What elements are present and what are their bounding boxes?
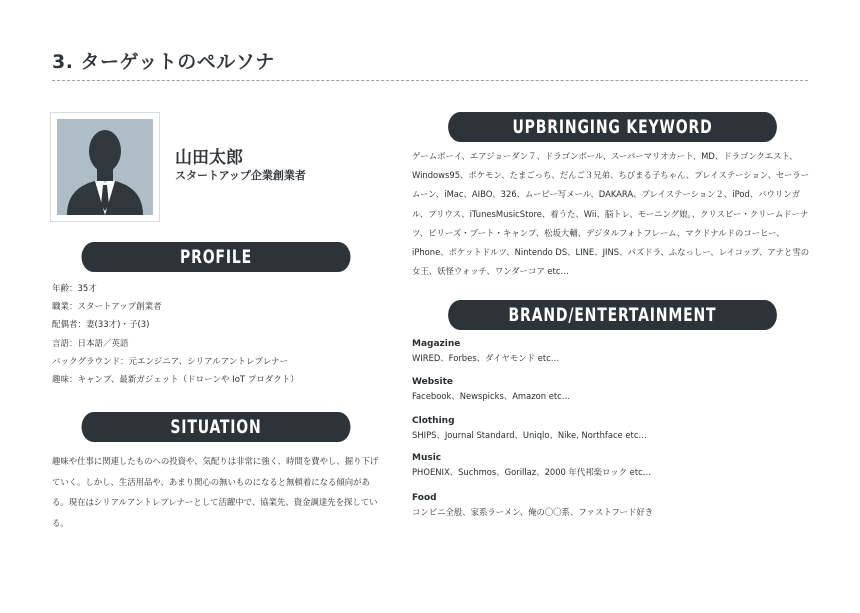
profile-item-age: 年齢：35才 <box>52 284 97 294</box>
profile-item-family: 配偶者：妻(33才)・子(3) <box>52 320 150 331</box>
brand-label: Clothing <box>412 416 455 426</box>
dashed-divider <box>52 80 808 81</box>
profile-heading: PROFILE <box>82 242 351 272</box>
profile-item-background: バックグラウンド：元エンジニア、シリアルアントレプレナー <box>52 356 289 367</box>
profile-item-language: 言語：日本語／英語 <box>52 338 129 349</box>
avatar-photo <box>57 119 153 215</box>
brand-value: SHIPS、Journal Standard、Uniqlo、Nike, Northface etc… <box>412 430 647 440</box>
brand-label: Website <box>412 377 454 387</box>
brand-group-food <box>412 492 812 519</box>
brand-group-music <box>412 452 812 479</box>
profile-item-occupation: 職業：スタートアップ創業者 <box>52 302 162 313</box>
brand-value: コンビニ全般、家系ラーメン、俺の〇〇系、ファストフード好き <box>412 507 654 517</box>
brand-value: WIRED、Forbes、ダイヤモンド etc… <box>412 353 560 363</box>
brand-label: Music <box>412 453 442 463</box>
upbringing-heading: UPBRINGING KEYWORD <box>448 112 777 142</box>
brand-group-magazine <box>412 338 812 365</box>
situation-heading: SITUATION <box>82 412 351 442</box>
profile-item-hobby: 趣味：キャンプ、最新ガジェット（ドローンや IoT プロダクト） <box>52 375 299 386</box>
brand-group-website <box>412 376 812 403</box>
profile-list <box>52 280 382 389</box>
brand-heading: BRAND/ENTERTAINMENT <box>448 300 777 330</box>
persona-role: スタートアップ企業創業者 <box>175 169 306 182</box>
avatar <box>50 112 160 222</box>
brand-label: Food <box>412 493 437 503</box>
brand-value: PHOENIX、Suchmos、Gorillaz、2000 年代邦楽ロック etc… <box>412 467 652 477</box>
brand-value: Facebook、Newspicks、Amazon etc… <box>412 391 571 401</box>
persona-name: 山田太郎 <box>175 148 243 168</box>
brand-group-clothing <box>412 415 812 442</box>
page-title: 3. ターゲットのペルソナ <box>52 51 275 73</box>
brand-label: Magazine <box>412 339 461 349</box>
person-silhouette-icon <box>57 119 153 215</box>
situation-text: 趣味や仕事に関連したものへの投資や、気配りは非常に強く、時間を費やし、掘り下げていく。しかし、生活用品や、あまり関心の無いものになると無頓着になる傾向がある。現在はシリアルアントレプレナーとして活躍中で、協業先、資金調達先を探している。 <box>52 456 379 528</box>
upbringing-keywords: ゲームボーイ、エアジョーダン７、ドラゴンボール、スーパーマリオカート、MD、ドラゴンクエスト、Windows95、ポケモン、たまごっち、だんご３兄弟、ちびまる子ちゃん、プレイステーション、セーラームーン、iMac、AIBO、326、ムービー写メール、DAKARA、プレイステーション２、iPod、バウリンガル、プリウス、iTunesMusicStore、着うた、Wii、脳トレ、モーニング娘。、クリスピー・クリームドーナツ、ビリーズ・ブート・キャンプ、松坂大輔、デジタルフォトフレーム、マクドナルドのコーヒー、iPhone、ポケットドルツ、Nintendo DS、LINE、JINS、パズドラ、ふなっしー、レイコップ、アナと雪の女王、妖怪ウォッチ、ワンダーコア etc… <box>412 151 810 277</box>
